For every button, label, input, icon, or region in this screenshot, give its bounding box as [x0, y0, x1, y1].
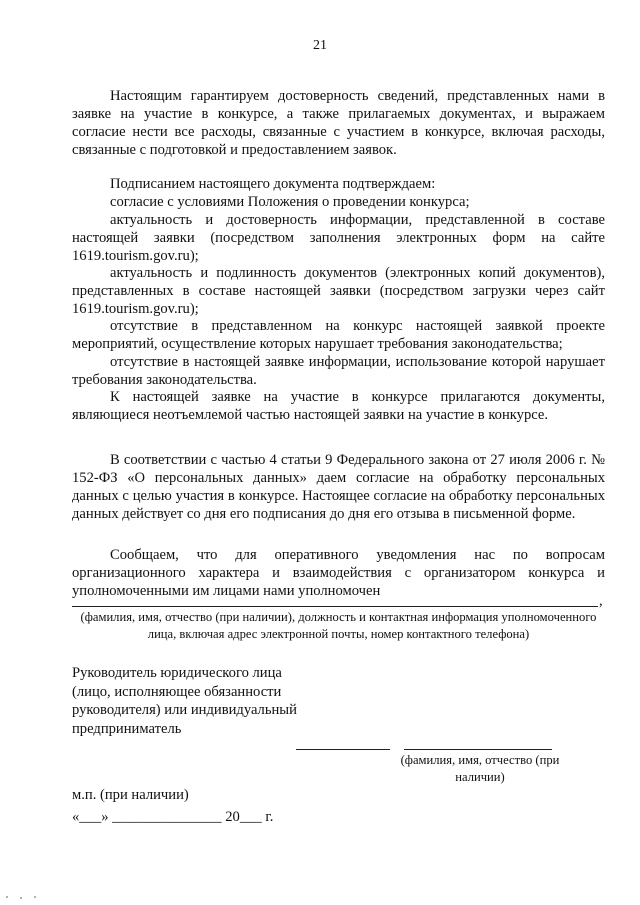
- scan-speck: [20, 897, 22, 899]
- confirm-item-project: отсутствие в представленном на конкурс настоящей заявкой проекте мероприятий, осуществление которых нарушает требования законодательства;: [72, 318, 605, 352]
- notify-paragraph: Сообщаем, что для оперативного уведомления нас по вопросам организационного характера и взаимодействия с организатором конкурса и уполномоченными им лицами нами уполномочен: [72, 547, 605, 599]
- signature-line: [296, 749, 390, 750]
- confirm-intro: Подписанием настоящего документа подтверждаем:: [110, 176, 436, 192]
- personal-data-paragraph: В соответствии с частью 4 статьи 9 Федерального закона от 27 июля 2006 г. № 152-ФЗ «О персональных данных» даем согласие на обработку персональных данных с целью участия в конкурсе. Настоящее согласие на обработку персональных данных действует со дня его подписания до дня его отзыва в письменной форме.: [72, 452, 605, 522]
- scan-speck: [6, 896, 8, 898]
- attached-paragraph: К настоящей заявке на участие в конкурсе прилагаются документы, являющиеся неотъемлемой частью настоящей заявки на участие в конкурсе.: [72, 389, 605, 423]
- signatory-label: Руководитель юридического лица (лицо, исполняющее обязанности руководителя) или индивидуальный предприниматель: [72, 665, 297, 737]
- confirm-item-no-info: отсутствие в настоящей заявке информации, использование которой нарушает требования законодательства.: [72, 354, 605, 388]
- guarantee-paragraph: Настоящим гарантируем достоверность сведений, представленных нами в заявке на участие в конкурсе, а также прилагаемых документах, и выражаем согласие нести все расходы, связанные с участием в конкурсе, включая расходы, связанные с подготовкой и предоставлением заявок.: [72, 88, 605, 158]
- contact-caption: (фамилия, имя, отчество (при наличии), должность и контактная информация уполномоченного лица, включая адрес электронной почты, номер контактного телефона): [80, 610, 597, 641]
- scan-speck: [34, 896, 36, 898]
- confirm-item-conditions: согласие с условиями Положения о проведении конкурса;: [110, 194, 470, 210]
- name-caption: (фамилия, имя, отчество (при наличии): [400, 753, 560, 784]
- confirm-item-documents: актуальность и подлинность документов (электронных копий документов), представленных в составе настоящей заявки (посредством загрузки через сайт 1619.tourism.gov.ru);: [72, 265, 605, 317]
- name-line: [404, 749, 552, 750]
- confirm-item-information: актуальность и достоверность информации, представленной в составе настоящей заявки (посредством заполнения электронных форм на сайте 1619.tourism.gov.ru);: [72, 212, 605, 264]
- stamp-label: м.п. (при наличии): [72, 787, 189, 803]
- line-comma: ,: [599, 593, 603, 609]
- page-number: 21: [313, 38, 327, 53]
- contact-person-line: [72, 606, 598, 607]
- date-line: «___» _______________ 20___ г.: [72, 809, 274, 825]
